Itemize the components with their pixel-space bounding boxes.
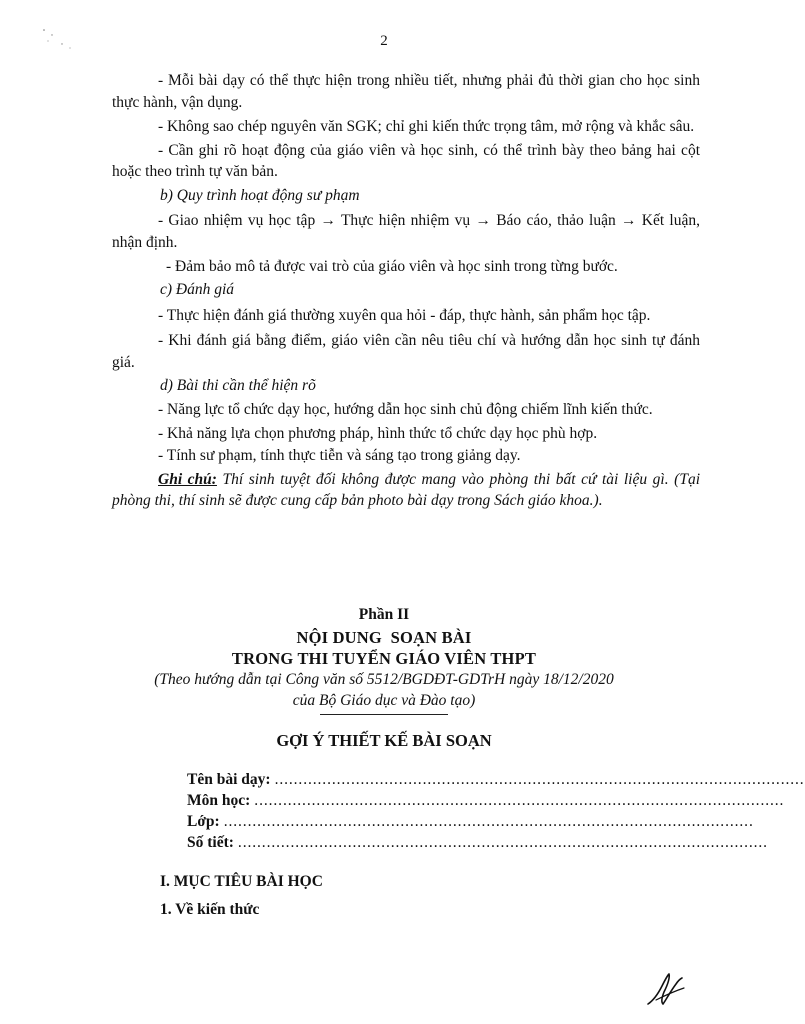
paragraph-regular-assessment: - Thực hiện đánh giá thường xuyên qua hỏi - đáp, thực hành, sản phẩm học tập.	[158, 306, 651, 324]
form-row-subject	[187, 790, 785, 811]
note-text: Thí sinh tuyệt đối không được mang vào phòng thi bất cứ tài liệu gì. (Tại phòng thi, thí sinh sẽ được cung cấp bản photo bài dạy trong Sách giáo khoa.).	[112, 470, 700, 509]
subheading-assessment: c) Đánh giá	[160, 281, 235, 298]
form-row-lesson-name	[187, 769, 805, 790]
lesson-name-dotted-line: ...............................................................................................................	[274, 771, 805, 788]
paragraph-organizing-ability: - Năng lực tổ chức dạy học, hướng dẫn học sinh chủ động chiếm lĩnh kiến thức.	[158, 401, 653, 418]
paragraph-method-selection: - Khả năng lựa chọn phương pháp, hình thức tổ chức dạy học phù hợp.	[158, 425, 598, 442]
subheading-exam-requirements: d) Bài thi cần thể hiện rõ	[160, 377, 316, 394]
paragraph-teacher-student-activities: - Cần ghi rõ hoạt động của giáo viên và học sinh, có thể trình bày theo bảng hai cột hoặc theo trình tự văn bản.	[112, 141, 700, 180]
subject-dotted-line: ...............................................................................................................	[254, 792, 785, 809]
periods-label: Số tiết:	[187, 834, 234, 851]
subheading-pedagogical-process: b) Quy trình hoạt động sư phạm	[160, 186, 360, 204]
paragraph-score-assessment: - Khi đánh giá bằng điểm, giáo viên cần nêu tiêu chí và hướng dẫn học sinh tự đánh giá.	[112, 332, 700, 371]
part-subtitle-line-1: (Theo hướng dẫn tại Công văn số 5512/BGDĐT-GDTrH ngày 18/12/2020	[154, 671, 614, 688]
document-body	[112, 70, 700, 512]
subsection-heading-knowledge: 1. Về kiến thức	[160, 901, 260, 918]
part-title-line-1: NỘI DUNG SOẠN BÀI	[296, 628, 472, 647]
title-underline-rule	[320, 714, 448, 715]
lesson-name-label: Tên bài dạy:	[187, 771, 271, 788]
section-heading-objectives: I. MỤC TIÊU BÀI HỌC	[160, 873, 323, 890]
periods-dotted-line: ...............................................................................................................	[237, 834, 768, 851]
form-row-periods	[187, 832, 768, 853]
paragraph-note	[112, 469, 700, 512]
paragraph-role-description: - Đảm bảo mô tả được vai trò của giáo viên và học sinh trong từng bước.	[166, 257, 618, 275]
suggestion-title: GỢI Ý THIẾT KẾ BÀI SOẠN	[276, 731, 492, 750]
form-row-class	[187, 811, 754, 832]
class-label: Lớp:	[187, 813, 220, 830]
page-number: 2	[380, 33, 388, 49]
part-label: Phần II	[358, 606, 410, 623]
class-dotted-line: ...............................................................................................................	[223, 813, 754, 830]
paragraph-pedagogy-creativity: - Tính sư phạm, tính thực tiễn và sáng tạo trong giảng dạy.	[158, 446, 521, 464]
part-subtitle-line-2: của Bộ Giáo dục và Đào tạo)	[292, 692, 476, 709]
note-label: Ghi chú:	[158, 470, 217, 488]
part-title-line-2: TRONG THI TUYỂN GIÁO VIÊN THPT	[231, 649, 537, 668]
subject-label: Môn học:	[187, 792, 251, 809]
paragraph-lesson-periods: - Mỗi bài dạy có thể thực hiện trong nhiều tiết, nhưng phải đủ thời gian cho học sinh thực hành, vận dụng.	[112, 72, 700, 111]
lesson-info-form	[187, 769, 805, 853]
handwritten-initial-signature	[640, 970, 690, 1010]
paragraph-task-flow: - Giao nhiệm vụ học tập → Thực hiện nhiệm vụ → Báo cáo, thảo luận → Kết luận, nhận định.	[112, 212, 700, 251]
paragraph-no-copy-textbook: - Không sao chép nguyên văn SGK; chỉ ghi kiến thức trọng tâm, mở rộng và khắc sâu.	[158, 117, 695, 135]
